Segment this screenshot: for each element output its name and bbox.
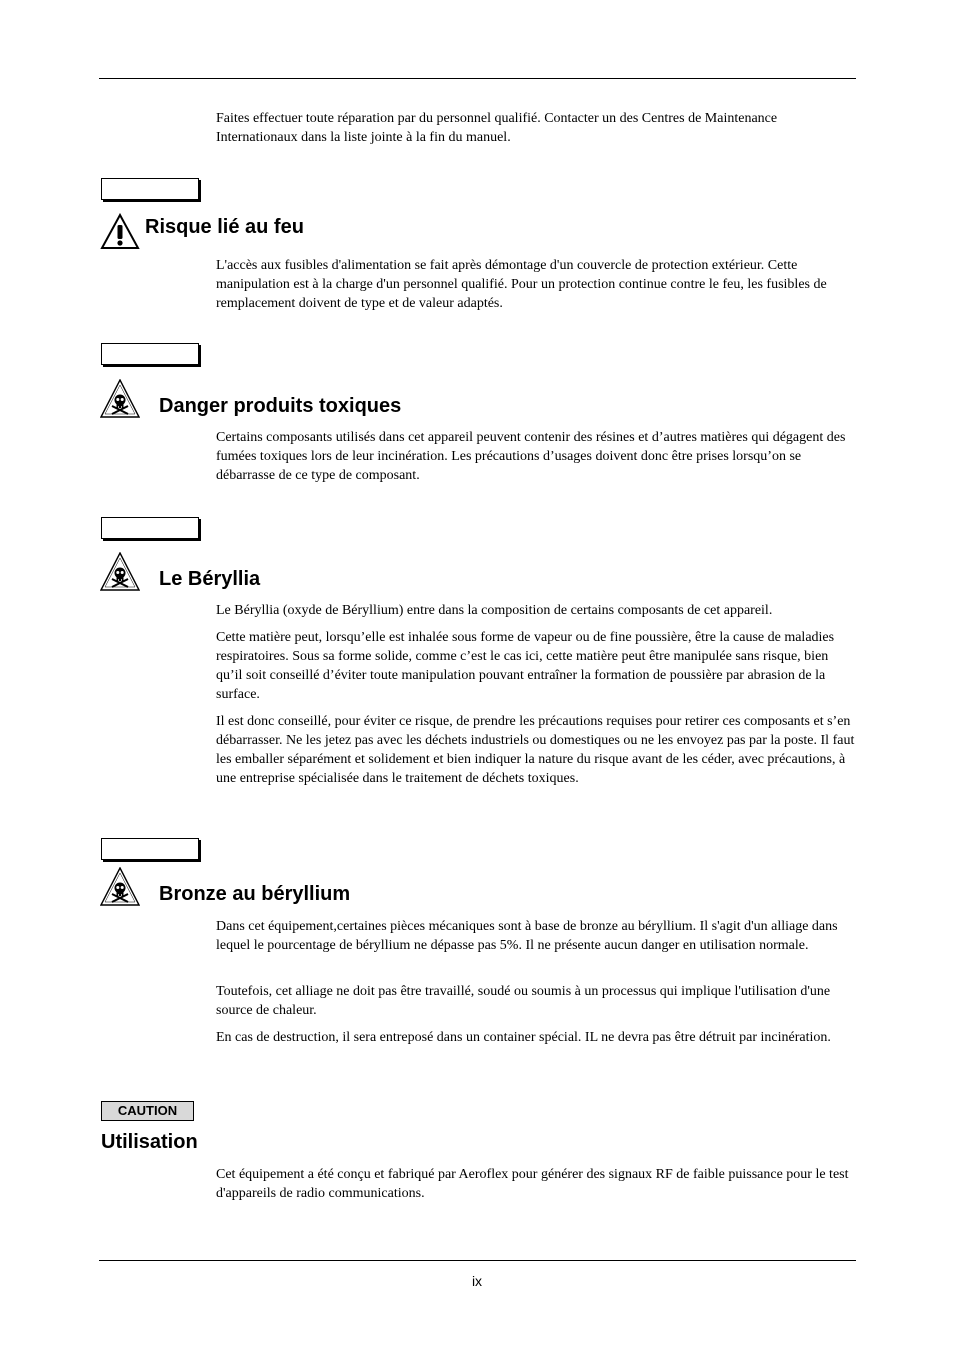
page-number: ix: [471, 1273, 483, 1289]
fire-risk-heading: Risque lié au feu: [145, 216, 304, 238]
usage-heading: Utilisation: [101, 1131, 198, 1153]
bronze-paragraph-3: En cas de destruction, il sera entreposé dans un container spécial. IL ne devra pas être détruit par incinération.: [216, 1030, 831, 1045]
toxic-paragraph: Certains composants utilisés dans cet appareil peuvent contenir des résines et d’autres matières qui dégagent des fumées toxiques lors de leur incinération. Les précautions d’usages doivent donc être prises lorsqu’on se débarrasse de ce type de composant.: [216, 430, 846, 483]
fire-risk-paragraph: L'accès aux fusibles d'alimentation se fait après démontage d'un couvercle de protection extérieur. Cette manipulation est à la charge d'un personnel qualifié. Pour un protection continue contre le feu, les fusibles de remplacement doivent de type et de valeur adaptés.: [216, 258, 827, 311]
header-rule: [99, 78, 856, 79]
bronze-heading: Bronze au béryllium: [159, 883, 351, 905]
warning-triangle-icon: [100, 213, 140, 250]
bronze-paragraph-2: Toutefois, cet alliage ne doit pas être travaillé, soudé ou soumis à un processus qui implique l'utilisation d'une source de chaleur.: [216, 984, 831, 1018]
footer-rule: [99, 1260, 856, 1261]
warning-label-box: [101, 838, 199, 860]
toxic-skull-icon: [100, 379, 140, 418]
bronze-paragraph-1: Dans cet équipement,certaines pièces mécaniques sont à base de bronze au béryllium. Il s'agit d'un alliage dans lequel le pourcentage de béryllium ne dépasse pas 5%. Il ne présente aucun danger en utilisation normale.: [216, 919, 838, 953]
caution-badge: CAUTION: [101, 1101, 194, 1121]
intro-paragraph: Faites effectuer toute réparation par du personnel qualifié. Contacter un des Centres de Maintenance Internationaux dans la liste jointe à la fin du manuel.: [216, 111, 778, 145]
toxic-skull-icon: [100, 867, 140, 906]
warning-label-box: [101, 517, 199, 539]
beryllia-heading: Le Béryllia: [159, 568, 261, 590]
beryllia-paragraph-1: Le Béryllia (oxyde de Béryllium) entre dans la composition de certains composants de cet appareil.: [216, 603, 773, 618]
beryllia-paragraph-3: Il est donc conseillé, pour éviter ce risque, de prendre les précautions requises pour retirer ces composants et s’en débarrasser. Ne les jetez pas avec les déchets industriels ou domestiques ou ne les envoyez pas par la poste. Il faut les emballer séparément et solidement et bien indiquer la nature du risque avant de les céder, avec précautions, à une entreprise spécialisée dans le traitement de déchets toxiques.: [216, 714, 855, 786]
warning-label-box: [101, 178, 199, 200]
warning-label-box: [101, 343, 199, 365]
toxic-heading: Danger produits toxiques: [159, 395, 402, 417]
beryllia-paragraph-2: Cette matière peut, lorsqu’elle est inhalée sous forme de vapeur ou de fine poussière, être la cause de maladies respiratoires. Sous sa forme solide, comme c’est le cas ici, cette matière peut être manipulée sans risque, bien qu’il soit conseillé d’éviter toute manipulation pouvant entraîner la formation de poussière par abrasion de la surface.: [216, 630, 835, 702]
toxic-skull-icon: [100, 552, 140, 591]
usage-paragraph: Cet équipement a été conçu et fabriqué par Aeroflex pour générer des signaux RF de faible puissance pour le test d'appareils de radio communications.: [216, 1167, 849, 1201]
